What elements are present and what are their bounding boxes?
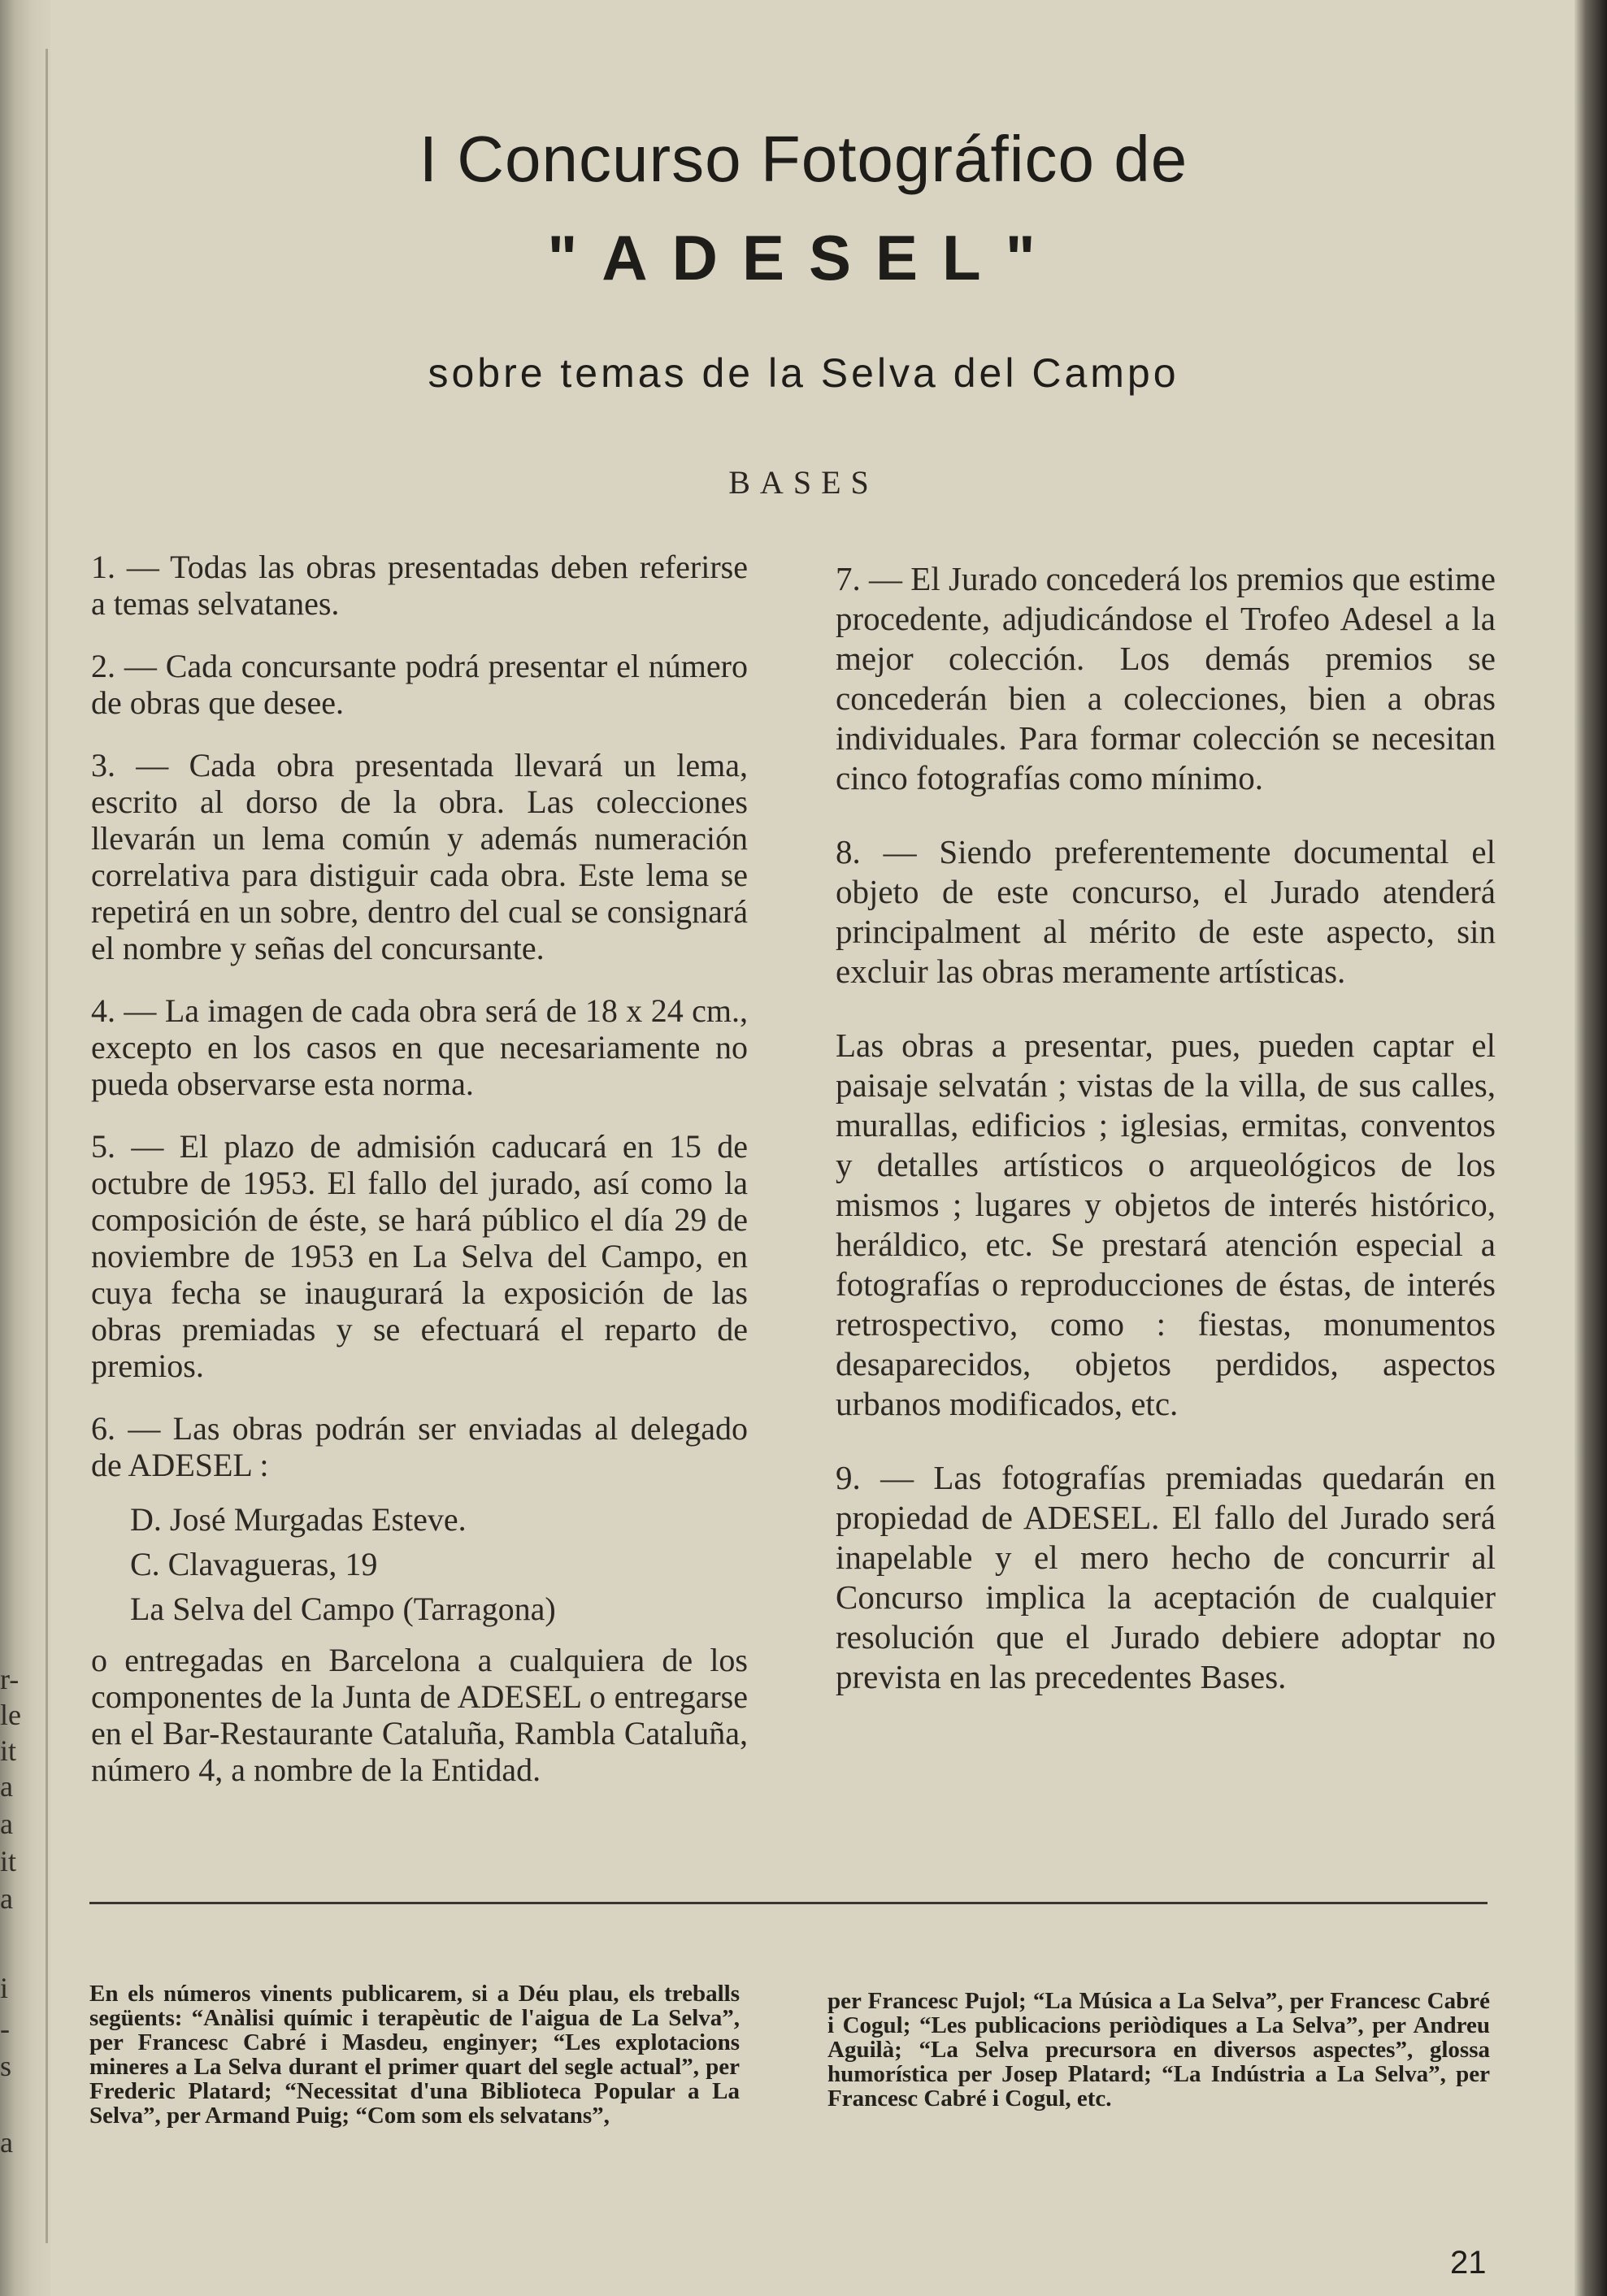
edge-fragment: i bbox=[0, 1972, 9, 2004]
address-line: C. Clavagueras, 19 bbox=[130, 1546, 378, 1582]
edge-fragment: it bbox=[0, 1734, 17, 1767]
rule-8: 8. — Siendo preferentemente documental el objeto de este concurso, el Jurado atenderá principalment al mérito de este aspecto, sin excluir las obras meramente artísticas. bbox=[836, 833, 1496, 990]
footer-note-left: En els números vinents publicarem, si a Déu plau, els treballs següents: “Anàlisi químic i terapèutic de l'aigua de La Selva”, per Francesc Cabré i Masdeu, enginyer; “Les explotacions mineres a La Selva durant el primer quart del segle actual”, per Frederic Platard; “Necessitat d'una Biblioteca Popular a La Selva”, per Armand Puig; “Com som els selvatans”, bbox=[89, 1981, 740, 2129]
edge-fragment: a bbox=[0, 2126, 13, 2159]
address-line: D. José Murgadas Esteve. bbox=[130, 1501, 467, 1538]
rule-2: 2. — Cada concursante podrá presentar el número de obras que desee. bbox=[91, 648, 748, 721]
title-line-1: I Concurso Fotográfico de bbox=[419, 123, 1188, 195]
rule-8-details: Las obras a presentar, pues, pueden captar el paisaje selvatán ; vistas de la villa, de sus calles, murallas, edificios ; iglesias, ermitas, conventos y detalles artísticos o arqueológicos de los mismos ; lugares y objetos de interés histórico, heráldico, etc. Se prestará atención especial a fotografías o reproducciones de éstas, de interés retrospectivo, como : fiestas, monumentos desaparecidos, objetos perdidos, aspectos urbanos modificados, etc. bbox=[836, 1026, 1496, 1422]
right-column bbox=[836, 559, 1496, 1731]
title-line-2: "ADESEL" bbox=[547, 222, 1060, 293]
edge-fragment: - bbox=[0, 2012, 10, 2045]
rule-5: 5. — El plazo de admisión caducará en 15 de octubre de 1953. El fallo del jurado, así como la composición de éste, se hará público el día 29 de noviembre de 1953 en La Selva del Campo, en cuya fecha se inaugurará la exposición de las obras premiadas y se efectuará el reparto de premios. bbox=[91, 1128, 748, 1384]
subtitle: sobre temas de la Selva del Campo bbox=[428, 350, 1179, 396]
rule-6-continuation: o entregadas en Barcelona a cualquiera de los componentes de la Junta de ADESEL o entregarse en el Bar-Restaurante Cataluña, Rambla Cataluña, número 4, a nombre de la Entidad. bbox=[91, 1642, 748, 1788]
rule-1: 1. — Todas las obras presentadas deben referirse a temas selvatanes. bbox=[91, 549, 748, 622]
edge-fragment: it bbox=[0, 1845, 17, 1877]
edge-fragment: le bbox=[0, 1699, 21, 1731]
footer-note-right: per Francesc Pujol; “La Música a La Selva”, per Francesc Cabré i Cogul; “Les publicacions periòdiques a La Selva”, per Andreu Aguilà; “La Selva precursora en diversos aspectes”, glossa humorística per Josep Platard; “La Indústria a La Selva”, per Francesc Cabré i Cogul, etc. bbox=[827, 1988, 1490, 2112]
edge-fragment: s bbox=[0, 2050, 12, 2082]
edge-fragment: r- bbox=[0, 1663, 20, 1695]
edge-fragment: a bbox=[0, 1882, 13, 1915]
page-binding-edge bbox=[1574, 0, 1607, 2296]
edge-fragment: a bbox=[0, 1770, 13, 1803]
page-number: 21 bbox=[1450, 2245, 1487, 2281]
rule-6: 6. — Las obras podrán ser enviadas al delegado de ADESEL : bbox=[91, 1410, 748, 1483]
section-heading: BASES bbox=[728, 464, 879, 501]
rule-3: 3. — Cada obra presentada llevará un lema, escrito al dorso de la obra. Las colecciones llevarán un lema común y además numeración correlativa para distiguir cada obra. Este lema se repetirá en un sobre, dentro del cual se consignará el nombre y señas del concursante. bbox=[91, 747, 748, 966]
left-column bbox=[91, 549, 748, 1814]
rule-9: 9. — Las fotografías premiadas quedarán en propiedad de ADESEL. El fallo del Jurado será inapelable y el mero hecho de concurrir al Concurso implica la aceptación de cualquier resolución que el Jurado debiere adoptar no prevista en las precedentes Bases. bbox=[836, 1459, 1496, 1695]
rule-4: 4. — La imagen de cada obra será de 18 x 24 cm., excepto en los casos en que necesariamente no pueda observarse esta norma. bbox=[91, 992, 748, 1102]
edge-fragment: a bbox=[0, 1808, 13, 1840]
address-line: La Selva del Campo (Tarragona) bbox=[130, 1591, 556, 1627]
rule-7: 7. — El Jurado concederá los premios que estime procedente, adjudicándose el Trofeo Adesel a la mejor colección. Los demás premios se concederán bien a colecciones, bien a obras individuales. Para formar colección se necesitan cinco fotografías como mínimo. bbox=[836, 560, 1496, 796]
horizontal-divider bbox=[89, 1902, 1488, 1904]
adjacent-page-edge bbox=[0, 0, 50, 2296]
